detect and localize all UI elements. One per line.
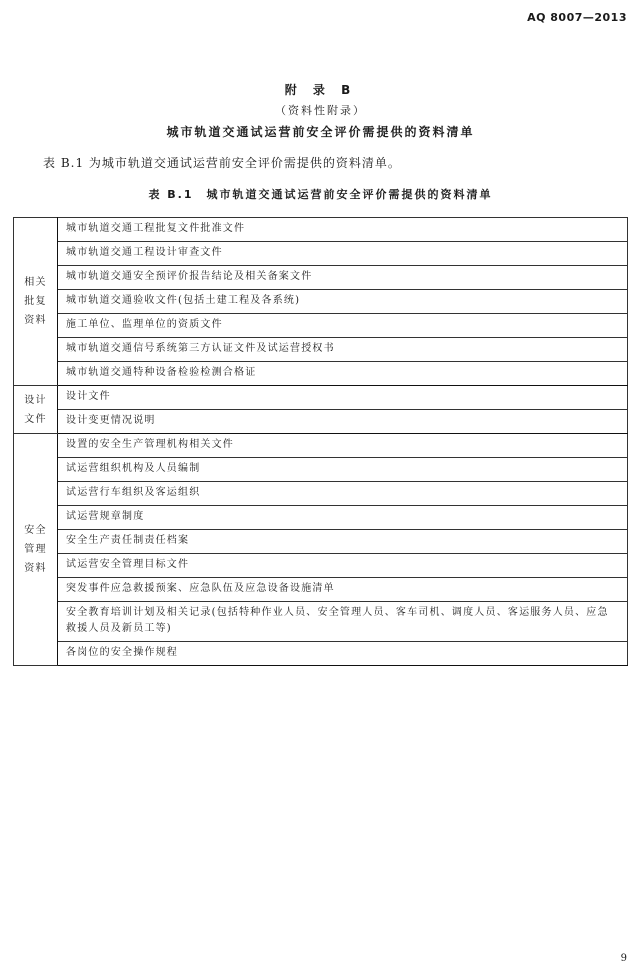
table-row <box>14 242 628 266</box>
table-row <box>14 290 628 314</box>
intro-paragraph: 表 B.1 为城市轨道交通试运营前安全评价需提供的资料清单。 <box>43 156 401 170</box>
item-cell: 试运营组织机构及人员编制 <box>58 458 628 482</box>
item-cell: 城市轨道交通工程设计审查文件 <box>58 242 628 266</box>
table-row <box>14 642 628 666</box>
item-cell: 城市轨道交通工程批复文件批准文件 <box>58 218 628 242</box>
item-cell: 城市轨道交通特种设备检验检测合格证 <box>58 362 628 386</box>
page-number: 9 <box>620 953 627 964</box>
materials-table <box>13 217 628 666</box>
appendix-subtitle: （资料性附录） <box>275 104 366 117</box>
table-row <box>14 506 628 530</box>
appendix-heading: 城市轨道交通试运营前安全评价需提供的资料清单 <box>166 125 475 139</box>
item-cell: 试运营安全管理目标文件 <box>58 554 628 578</box>
item-cell: 安全生产责任制责任档案 <box>58 530 628 554</box>
item-cell: 安全教育培训计划及相关记录(包括特种作业人员、安全管理人员、客车司机、调度人员、客运服务人员、应急救援人员及新员工等) <box>58 602 628 642</box>
appendix-title: 附 录 B <box>284 83 357 97</box>
item-cell: 城市轨道交通信号系统第三方认证文件及试运营授权书 <box>58 338 628 362</box>
table-row <box>14 338 628 362</box>
table-row <box>14 266 628 290</box>
item-cell: 设置的安全生产管理机构相关文件 <box>58 434 628 458</box>
table-row <box>14 362 628 386</box>
category-cell: 安全 管理 资料 <box>14 434 58 666</box>
item-cell: 城市轨道交通验收文件(包括土建工程及各系统) <box>58 290 628 314</box>
table-row <box>14 218 628 242</box>
item-cell: 设计变更情况说明 <box>58 410 628 434</box>
table-caption: 表 B.1 城市轨道交通试运营前安全评价需提供的资料清单 <box>148 188 493 201</box>
item-cell: 施工单位、监理单位的资质文件 <box>58 314 628 338</box>
item-cell: 城市轨道交通安全预评价报告结论及相关备案文件 <box>58 266 628 290</box>
item-cell: 突发事件应急救援预案、应急队伍及应急设备设施清单 <box>58 578 628 602</box>
table-row <box>14 434 628 458</box>
table-row <box>14 554 628 578</box>
table-row <box>14 482 628 506</box>
category-cell: 设计 文件 <box>14 386 58 434</box>
category-cell: 相关 批复 资料 <box>14 218 58 386</box>
item-cell: 各岗位的安全操作规程 <box>58 642 628 666</box>
table-row <box>14 314 628 338</box>
item-cell: 设计文件 <box>58 386 628 410</box>
table-row <box>14 410 628 434</box>
item-cell: 试运营规章制度 <box>58 506 628 530</box>
item-cell: 试运营行车组织及客运组织 <box>58 482 628 506</box>
table-row <box>14 458 628 482</box>
standard-code: AQ 8007—2013 <box>527 11 627 24</box>
table-row <box>14 602 628 642</box>
table-row <box>14 578 628 602</box>
table-row <box>14 386 628 410</box>
table-row <box>14 530 628 554</box>
